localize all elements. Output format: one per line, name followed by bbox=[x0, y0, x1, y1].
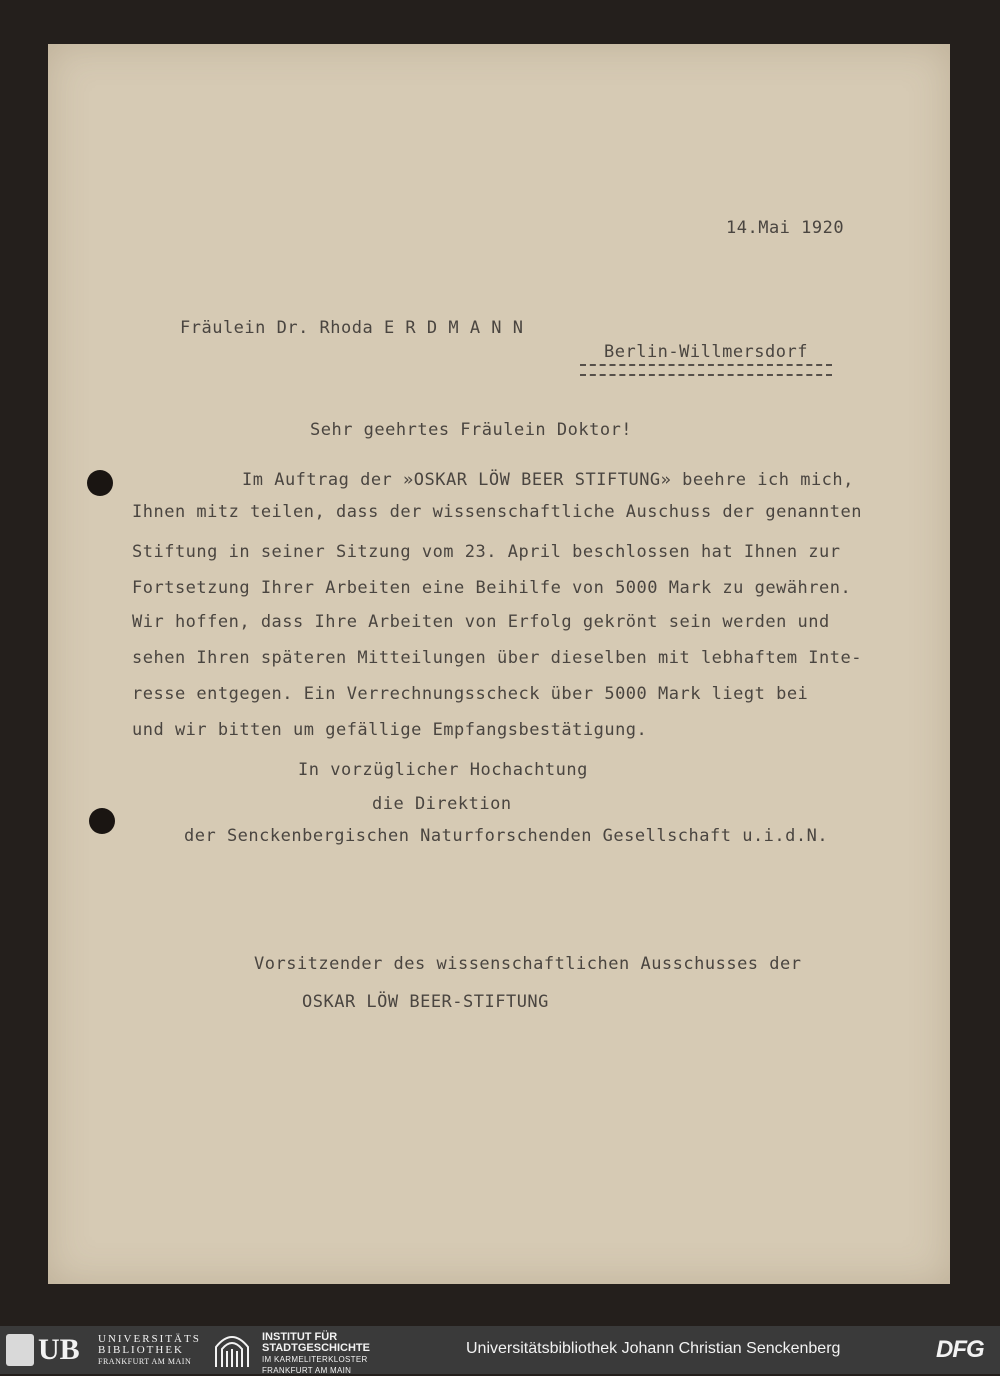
ub-line3: FRANKFURT AM MAIN bbox=[98, 1357, 192, 1366]
punch-hole-bottom bbox=[89, 808, 115, 834]
salutation: Sehr geehrtes Fräulein Doktor! bbox=[310, 420, 633, 440]
isg-arch-icon bbox=[214, 1333, 250, 1367]
body-line: Fortsetzung Ihrer Arbeiten eine Beihilfe von 5000 Mark zu gewähren. bbox=[132, 578, 852, 598]
signature-direction: die Direktion bbox=[372, 794, 512, 814]
recipient-name: Fräulein Dr. Rhoda E R D M A N N bbox=[180, 318, 524, 338]
library-name: Universitätsbibliothek Johann Christian Senckenberg bbox=[466, 1340, 841, 1357]
recipient-city: Berlin-Willmersdorf bbox=[604, 342, 808, 362]
ub-line1: UNIVERSITÄTS bbox=[98, 1333, 201, 1345]
letter-date: 14.Mai 1920 bbox=[726, 218, 845, 238]
body-line: Stiftung in seiner Sitzung vom 23. April beschlossen hat Ihnen zur bbox=[132, 542, 841, 562]
footer-bar bbox=[0, 1326, 1000, 1374]
ub-logo-text bbox=[98, 1334, 201, 1367]
body-line: resse entgegen. Ein Verrechnungsscheck über 5000 Mark liegt bei bbox=[132, 684, 809, 704]
punch-hole-top bbox=[87, 470, 113, 496]
ub-line2: BIBLIOTHEK bbox=[98, 1344, 184, 1356]
body-line: Wir hoffen, dass Ihre Arbeiten von Erfolg gekrönt sein werden und bbox=[132, 612, 830, 632]
body-line: sehen Ihren späteren Mitteilungen über dieselben mit lebhaftem Inte- bbox=[132, 648, 862, 668]
dfg-logo: DFG bbox=[936, 1336, 984, 1363]
isg-logo-text bbox=[262, 1332, 370, 1376]
isg-line4: FRANKFURT AM MAIN bbox=[262, 1366, 352, 1375]
double-underline bbox=[580, 364, 832, 376]
closing: In vorzüglicher Hochachtung bbox=[298, 760, 588, 780]
ub-portrait-icon bbox=[6, 1334, 34, 1366]
body-line: und wir bitten um gefällige Empfangsbestätigung. bbox=[132, 720, 648, 740]
body-line: Ihnen mitz teilen, dass der wissenschaftliche Auschuss der genannten bbox=[132, 502, 862, 522]
foundation-name: OSKAR LÖW BEER-STIFTUNG bbox=[302, 992, 549, 1012]
chair-title: Vorsitzender des wissenschaftlichen Ausschusses der bbox=[254, 954, 802, 974]
isg-line3: IM KARMELITERKLOSTER bbox=[262, 1355, 368, 1364]
isg-line1: INSTITUT FÜR bbox=[262, 1331, 338, 1343]
isg-line2: STADTGESCHICHTE bbox=[262, 1342, 370, 1354]
ub-logo-letters: UB bbox=[38, 1333, 80, 1366]
signature-society: der Senckenbergischen Naturforschenden Gesellschaft u.i.d.N. bbox=[184, 826, 829, 846]
body-line: Im Auftrag der »OSKAR LÖW BEER STIFTUNG» beehre ich mich, bbox=[242, 470, 854, 490]
